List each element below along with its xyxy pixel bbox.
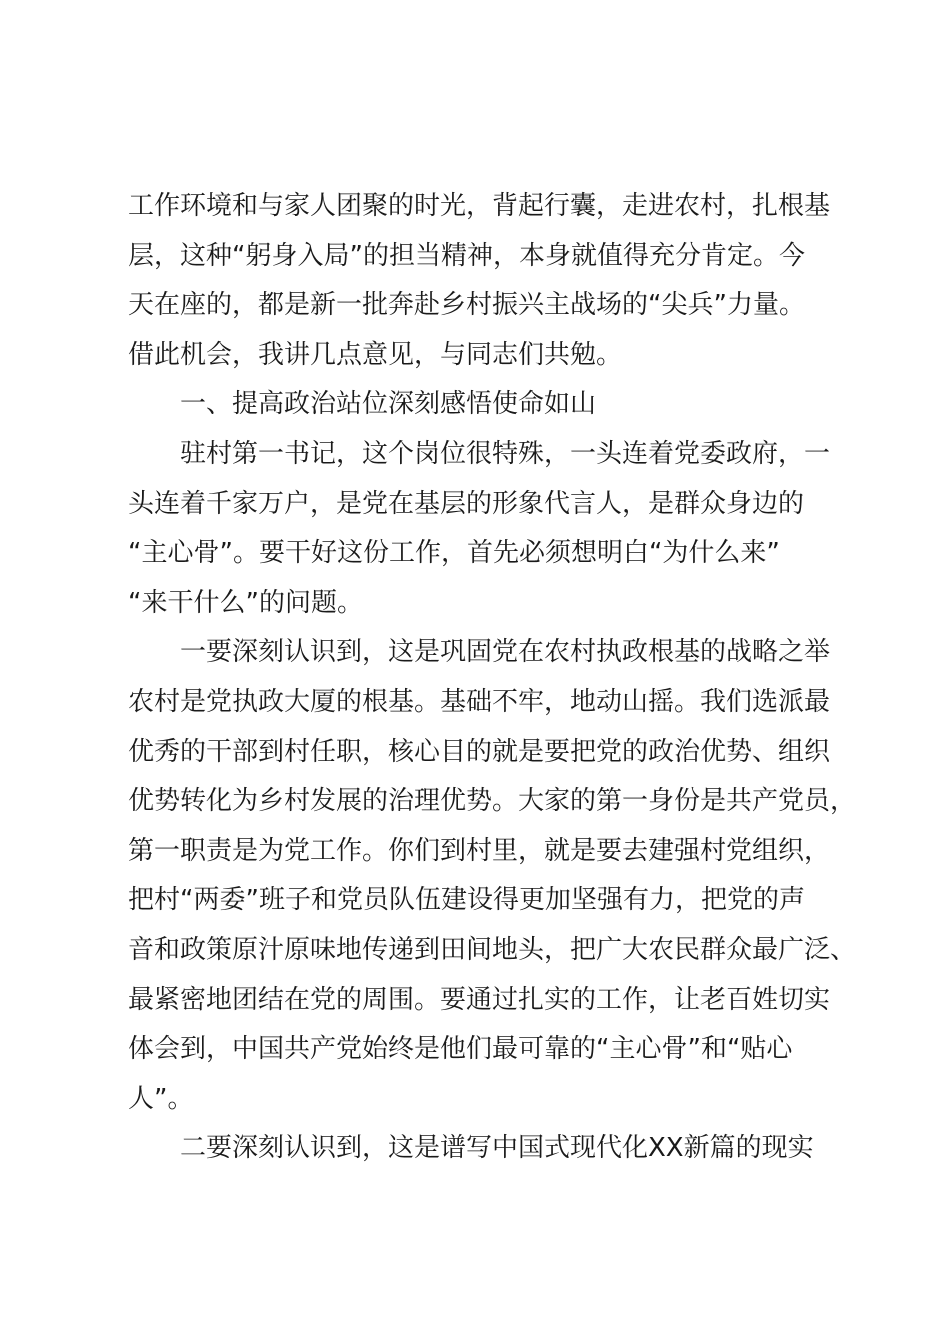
text-line: 头连着千家万户，是党在基层的形象代言人，是群众身边的 — [128, 488, 805, 519]
text-line: 一、提高政治站位深刻感悟使命如山 — [180, 389, 597, 420]
text-line: 第一职责是为党工作。你们到村里，就是要去建强村党组织， — [128, 835, 831, 866]
text-line: 优势转化为乡村发展的治理优势。大家的第一身份是共产党员， — [128, 786, 857, 817]
text-line: 优秀的干部到村任职，核心目的就是要把党的政治优势、组织 — [128, 736, 831, 767]
text-line: 音和政策原汁原味地传递到田间地头，把广大农民群众最广泛、 — [128, 934, 857, 965]
text-line: 天在座的，都是新一批奔赴乡村振兴主战场的“尖兵”力量。 — [128, 290, 805, 321]
text-line: 体会到，中国共产党始终是他们最可靠的“主心骨”和“贴心 — [128, 1034, 793, 1065]
text-line: 层，这种“躬身入局”的担当精神，本身就值得充分肯定。今 — [128, 240, 805, 271]
text-line: 工作环境和与家人团聚的时光，背起行囊，走进农村，扎根基 — [128, 191, 831, 221]
text-line: 农村是党执政大厦的根基。基础不牢，地动山摇。我们选派最 — [128, 686, 831, 717]
text-line: 一要深刻认识到，这是巩固党在农村执政根基的战略之举 — [180, 637, 831, 668]
text-line: 二要深刻认识到，这是谱写中国式现代化XX新篇的现实 — [180, 1133, 814, 1164]
text-line: “来干什么”的问题。 — [128, 587, 363, 618]
text-line: “主心骨”。要干好这份工作，首先必须想明白“为什么来” — [128, 538, 780, 569]
text-line: 把村“两委”班子和党员队伍建设得更加坚强有力，把党的声 — [128, 885, 805, 916]
text-line: 驻村第一书记，这个岗位很特殊，一头连着党委政府，一 — [180, 438, 831, 469]
text-line: 人”。 — [128, 1083, 194, 1114]
body-text — [128, 182, 864, 1174]
text-line: 借此机会，我讲几点意见，与同志们共勉。 — [128, 339, 623, 370]
text-line: 最紧密地团结在党的周围。要通过扎实的工作，让老百姓切实 — [128, 984, 831, 1015]
